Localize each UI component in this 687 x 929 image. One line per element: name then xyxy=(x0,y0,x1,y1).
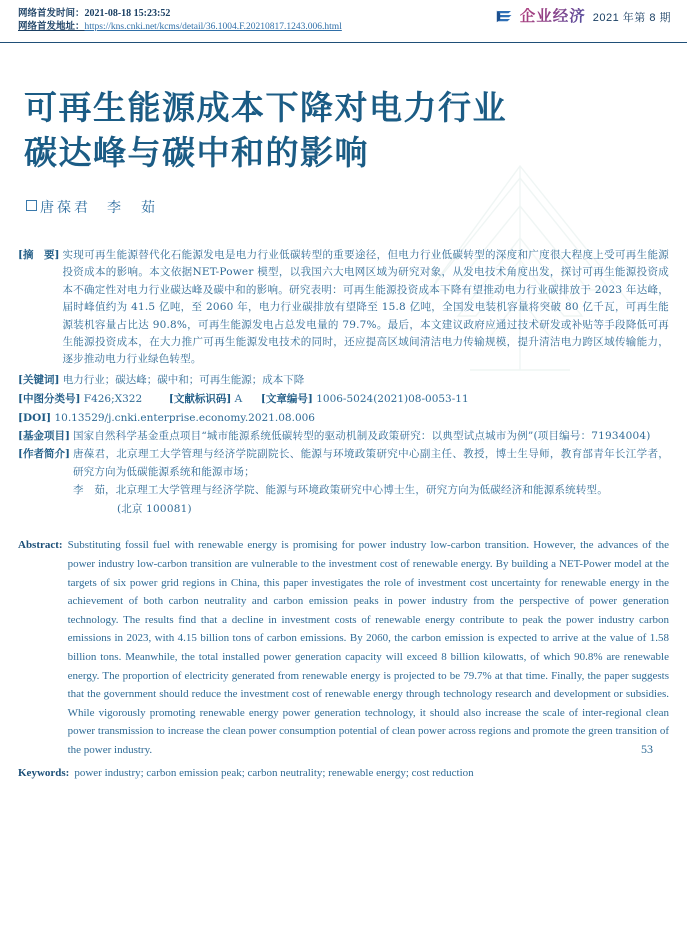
clc-label: [中图分类号] xyxy=(18,392,81,405)
author-address-text: (北京 100081) xyxy=(116,502,192,515)
keywords-cn-label: [关键词] xyxy=(18,373,60,386)
fund-project-label: [基金项目] xyxy=(18,429,70,442)
keywords-en-row xyxy=(18,764,669,783)
abstract-cn-label: [摘 要] xyxy=(18,249,60,261)
author-name-2: 李 茹 xyxy=(107,200,158,216)
author-name-1: 唐葆君 xyxy=(40,200,91,216)
first-publication-address-link[interactable]: https://kns.cnki.net/kcms/detail/36.1004.F.20210817.1243.006.html xyxy=(84,22,342,32)
keywords-cn-text: 电力行业；碳达峰；碳中和；可再生能源；成本下降 xyxy=(62,373,305,386)
title-line-2: 碳达峰与碳中和的影响 xyxy=(24,133,369,172)
keywords-en-label: Keywords: xyxy=(18,767,70,780)
author-address-row xyxy=(18,501,669,519)
first-publication-time-label: 网络首发时间： xyxy=(18,8,85,19)
title-line-1: 可再生能源成本下降对电力行业 xyxy=(24,88,507,127)
first-publication-time-value: 2021-08-18 15:23:52 xyxy=(84,8,171,19)
abstract-cn-row xyxy=(18,247,669,369)
page-header xyxy=(0,0,687,43)
author-bio-text-2 xyxy=(73,482,669,500)
first-publication-address-label: 网络首发地址： xyxy=(18,21,85,32)
abstract-cn-text: 实现可再生能源替代化石能源发电是电力行业低碳转型的重要途径，但电力行业低碳转型的深度和广度很大程度上受可再生能源投资成本的影响。本文依据NET-Power 模型，以我国六大电网区域为研究对象，从发电技术角度出发，探讨可再生能源投资成本不确定性对电力行业碳达峰及碳中和的影响。研究表明：可再生能源投资成本下降有望推动电力行业碳排放于 2023 年达峰，届时峰值约为 41.5 亿吨，至 2060 年，电力行业碳排放有望降至 15.8 亿吨，全国发电装机容量将突破 80 亿千瓦，可再生能源装机容量占比达 90.8%，可再生能源发电占总发电量的 79.7%。最后，本文建议政府应通过技术研发或补贴等手段降低可再生能源投资成本，在大力推广可再生能源发电技术的同时，还应提高区域间清洁电力传输规模，提升清洁电力跨区域传输能力，逐步推动电力行业绿色转型。 xyxy=(62,249,669,366)
abstract-en-text: Substituting fossil fuel with renewable energy is promising for power industry low-carbon transition. However, the advances of the power industry low-carbon transition are vulnerable to the investment cost of renewable energy. By building a NET-Power model at the targets of six power grid regions in China, this paper investigates the role of investment cost uncertainty for renewable energy in the achievement of both carbon neutrality and carbon emission peaks in power industry from the perspective of power generation technology. The results find that a decline in investment costs of renewable energy contribute to peak the power industry carbon emissions in 2023, with 4.15 billion tons of carbon emissions. By 2060, the carbon emission is expected to arrive at the value of 1.58 billion tons. Meanwhile, the total installed power generation capacity will exceed 8 billion kilowatts, of which 90.8% are renewable energy. The proportion of electricity generated from renewable energy is projected to be 79.7% at that time. Finally, the paper suggests that the government should reduce the investment cost of renewable energy through technology research and development or subsidies. While vigorously promoting renewable energy power generation technology, it should also increase the scale of inter-regional clean power transmission to increase the clean power consumption potential of clean power across regions and promote the green transition of the power industry. xyxy=(67,539,669,756)
abstract-en-row xyxy=(18,536,669,759)
author-bio-label: [作者简介] xyxy=(18,448,70,461)
keywords-cn-row xyxy=(18,371,669,389)
clc-value: F426;X322 xyxy=(83,392,143,405)
keywords-en-text: power industry; carbon emission peak; carbon neutrality; renewable energy; cost reduction xyxy=(74,767,474,780)
author-bio-row-2 xyxy=(18,482,669,500)
author-bio-row-1 xyxy=(18,446,669,481)
abstract-en-label: Abstract: xyxy=(18,539,63,552)
doi-row xyxy=(18,409,669,427)
header-journal-info xyxy=(496,8,671,25)
article-id-value: 1006-5024(2021)08-0053-11 xyxy=(316,392,469,405)
classification-row xyxy=(18,390,669,408)
document-code-label: [文献标识码] xyxy=(168,392,232,405)
fund-project-row xyxy=(18,428,669,446)
journal-issue: 2021 年第 8 期 xyxy=(592,11,671,24)
open-square-icon xyxy=(26,200,37,211)
page-title xyxy=(24,85,664,175)
author-bio-text-1: 唐葆君，北京理工大学管理与经济学院副院长、能源与环境政策研究中心副主任、教授，博士生导师，教育部青年长江学者，研究方向为低碳能源系统和能源市场； xyxy=(72,448,669,478)
fund-project-text: 国家自然科学基金重点项目“城市能源系统低碳转型的驱动机制及政策研究：以典型试点城市为例”(项目编号：71934004) xyxy=(72,429,651,442)
article-id-label: [文章编号] xyxy=(260,392,313,405)
journal-name: 企业经济 xyxy=(519,8,586,25)
page-number: 53 xyxy=(641,742,653,757)
author-bio-2-detail: ，北京理工大学管理与经济学院、能源与环境政策研究中心博士生，研究方向为低碳经济和能源系统转型。 xyxy=(105,484,608,497)
doi-label: [DOI] xyxy=(18,411,52,424)
author-list xyxy=(26,197,687,217)
author-bio-2-name: 李 茹 xyxy=(72,484,106,497)
document-code-value: A xyxy=(234,392,243,405)
doi-value: 10.13529/j.cnki.enterprise.economy.2021.08.006 xyxy=(54,411,315,424)
english-abstract-block xyxy=(18,536,669,783)
chinese-metadata-block xyxy=(18,247,669,518)
journal-emblem-icon xyxy=(496,9,513,24)
